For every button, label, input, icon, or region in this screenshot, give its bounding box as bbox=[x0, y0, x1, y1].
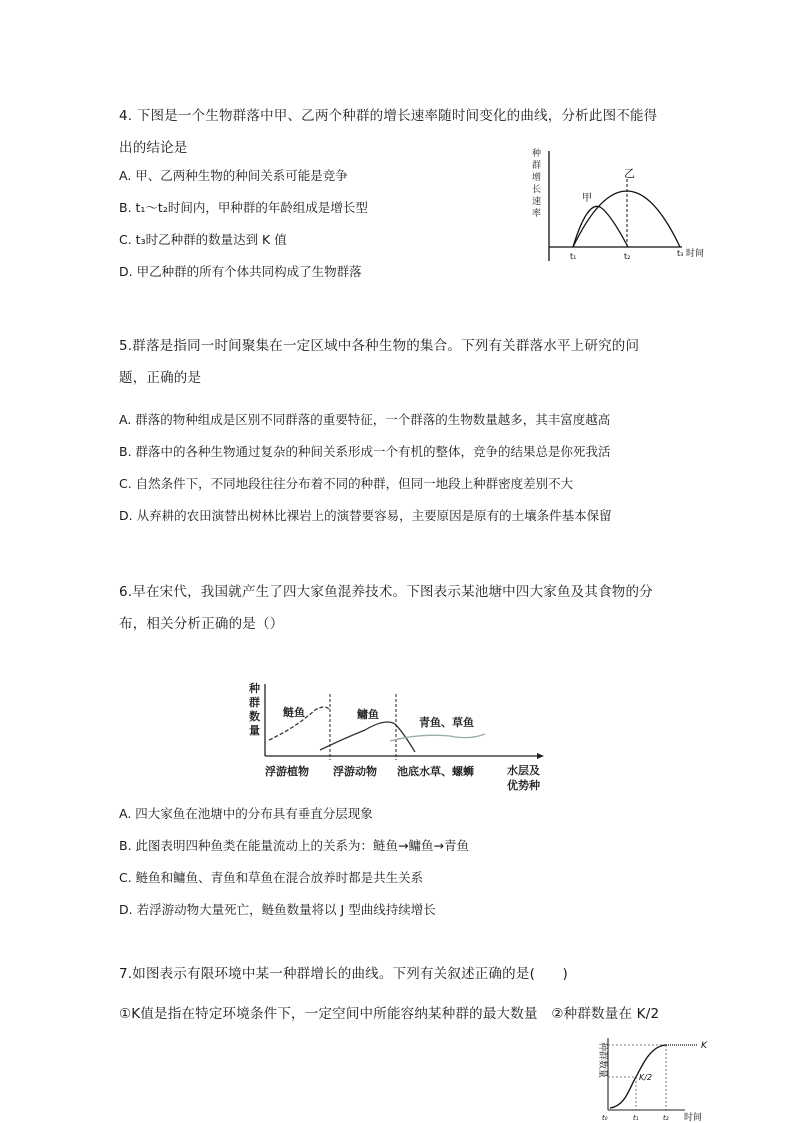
q4-label-yi: 乙 bbox=[624, 167, 635, 180]
q4-label-jia: 甲 bbox=[582, 193, 592, 204]
q7-tick-t0: t₀ bbox=[602, 1114, 608, 1122]
q7-s-curve bbox=[610, 1045, 666, 1108]
q4-ylabel-char: 长 bbox=[532, 185, 542, 195]
q4-ylabel-char: 速 bbox=[532, 197, 542, 207]
q6-label-yong: 鳙鱼 bbox=[357, 708, 379, 721]
q4-ylabel-char: 率 bbox=[532, 209, 542, 219]
q4-stem-line1: 4. 下图是一个生物群落中甲、乙两个种群的增长速率随时间变化的曲线，分析此图不能得 bbox=[119, 108, 658, 124]
q6-option-d: D. 若浮游动物大量死亡，鲢鱼数量将以 J 型曲线持续增长 bbox=[119, 902, 436, 917]
q6-x-arrow bbox=[537, 753, 544, 759]
q6-zone-2: 浮游动物 bbox=[333, 765, 377, 778]
q4-growth-rate-figure bbox=[530, 143, 715, 268]
q6-ylabel-char: 量 bbox=[249, 724, 260, 737]
q4-option-a: A. 甲、乙两种生物的种间关系可能是竞争 bbox=[119, 168, 348, 183]
q6-xlabel-2: 优势种 bbox=[507, 779, 540, 792]
q6-xlabel-1: 水层及 bbox=[507, 764, 540, 777]
q6-option-a: A. 四大家鱼在池塘中的分布具有垂直分层现象 bbox=[119, 806, 373, 821]
q7-stem-line2: ①K值是指在特定环境条件下，一定空间中所能容纳某种群的最大数量 ②种群数量在 K/2 bbox=[119, 1006, 660, 1022]
q4-stem-line2: 出的结论是 bbox=[119, 140, 188, 156]
q7-s-curve-figure bbox=[590, 1034, 720, 1123]
q5-stem-line1: 5.群落是指同一时间聚集在一定区域中各种生物的集合。下列有关群落水平上研究的问 bbox=[119, 338, 640, 354]
q5-option-c: C. 自然条件下，不同地段往往分布着不同的种群，但同一地段上种群密度差别不大 bbox=[119, 476, 574, 491]
q6-label-lian: 鲢鱼 bbox=[283, 706, 305, 719]
q4-ylabel-char: 群 bbox=[532, 161, 542, 171]
q4-tick-t3: t₃ bbox=[677, 249, 684, 258]
q6-stem-line2: 布，相关分析正确的是（） bbox=[119, 616, 284, 632]
q4-ylabel-char: 增 bbox=[532, 173, 542, 183]
q7-stem-line1: 7.如图表示有限环境中某一种群增长的曲线。下列有关叙述正确的是( ) bbox=[119, 966, 568, 982]
q6-ylabel-char: 种 bbox=[249, 682, 260, 695]
q5-option-d: D. 从弃耕的农田演替出树林比裸岩上的演替要容易，主要原因是原有的土壤条件基本保留 bbox=[119, 508, 612, 523]
q7-label-khalf: K/2 bbox=[639, 1073, 653, 1082]
q4-option-d: D. 甲乙种群的所有个体共同构成了生物群落 bbox=[119, 264, 362, 279]
q6-option-b: B. 此图表明四种鱼类在能量流动上的关系为：鲢鱼→鳙鱼→青鱼 bbox=[119, 838, 469, 853]
q6-fish-distribution-figure bbox=[245, 678, 555, 798]
q4-option-c: C. t₃时乙种群的数量达到 K 值 bbox=[119, 232, 287, 247]
q6-ylabel-char: 群 bbox=[249, 696, 260, 709]
q4-option-b: B. t₁～t₂时间内，甲种群的年龄组成是增长型 bbox=[119, 200, 368, 215]
q6-option-c: C. 鲢鱼和鳙鱼、青鱼和草鱼在混合放养时都是共生关系 bbox=[119, 870, 424, 885]
q6-label-qing-cao: 青鱼、草鱼 bbox=[419, 716, 474, 729]
q6-zone-3: 池底水草、螺蛳 bbox=[397, 765, 474, 778]
q4-tick-t2: t₂ bbox=[624, 252, 631, 261]
q4-ylabel-char: 种 bbox=[532, 149, 542, 159]
q4-xlabel: 时间 bbox=[686, 249, 705, 259]
q4-curve-jia bbox=[573, 206, 628, 247]
q7-ylabel: 种群数量 bbox=[597, 1042, 607, 1079]
q6-zone-1: 浮游植物 bbox=[265, 765, 309, 778]
q7-tick-t1: t₁ bbox=[633, 1114, 639, 1122]
q7-label-k: K bbox=[701, 1041, 707, 1051]
q4-tick-t1: t₁ bbox=[570, 252, 577, 261]
q6-stem-line1: 6.早在宋代，我国就产生了四大家鱼混养技术。下图表示某池塘中四大家鱼及其食物的分 bbox=[119, 584, 653, 600]
q5-stem-line2: 题，正确的是 bbox=[119, 370, 202, 386]
q7-tick-t2: t₂ bbox=[663, 1114, 669, 1122]
q7-xlabel: 时间 bbox=[684, 1113, 703, 1123]
q6-ylabel-char: 数 bbox=[249, 710, 260, 723]
q5-option-a: A. 群落的物种组成是区别不同群落的重要特征，一个群落的生物数量越多，其丰富度越高 bbox=[119, 412, 611, 427]
q6-curve-yong bbox=[320, 722, 415, 752]
q5-option-b: B. 群落中的各种生物通过复杂的种间关系形成一个有机的整体，竞争的结果总是你死我活 bbox=[119, 444, 611, 459]
